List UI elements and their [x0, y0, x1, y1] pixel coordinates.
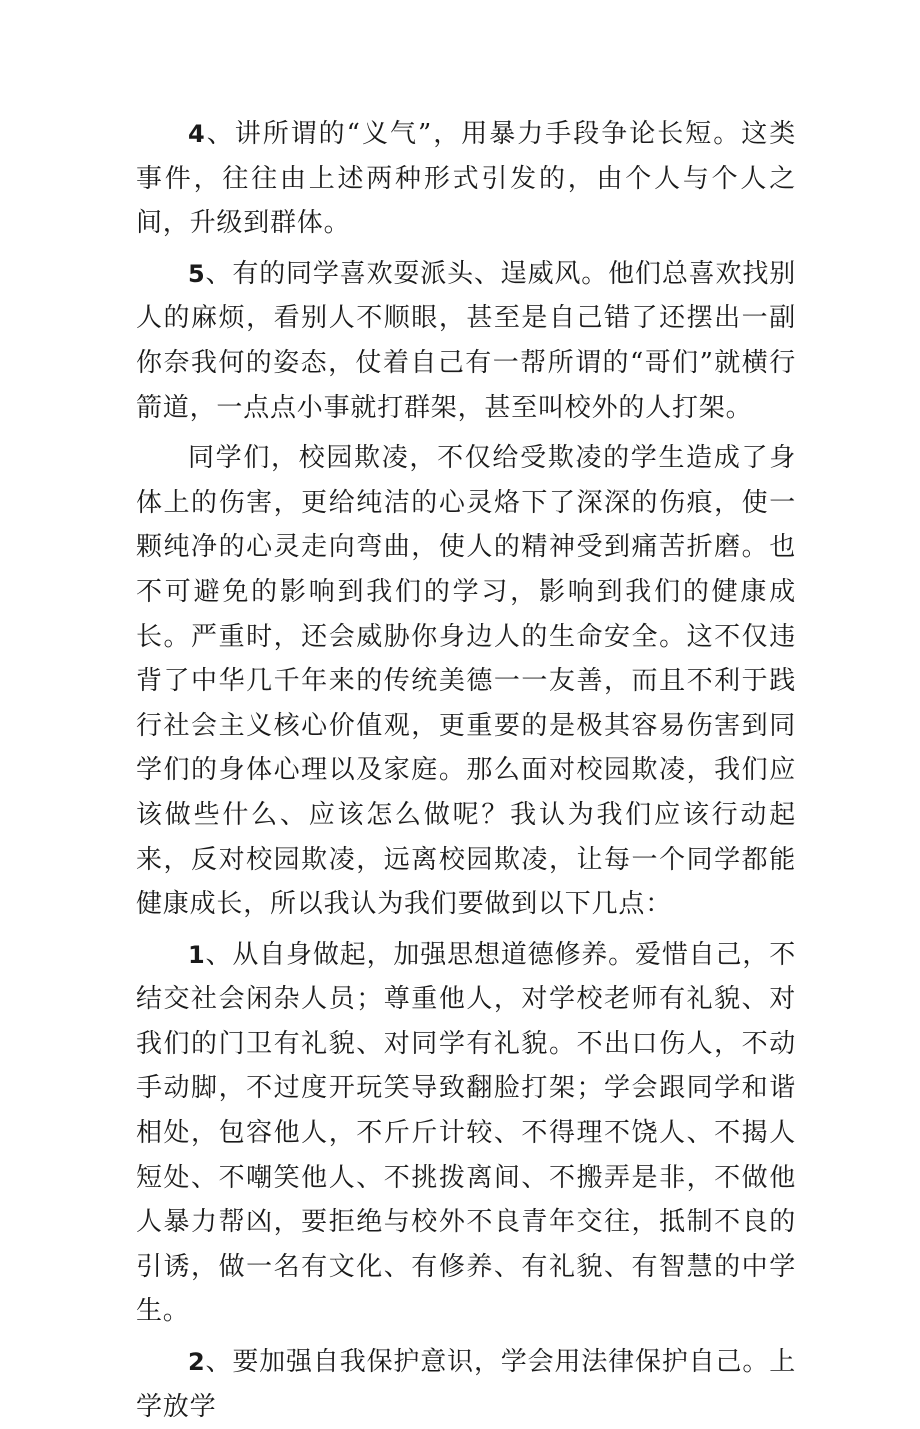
paragraph-text: 、从自身做起，加强思想道德修养。爱惜自己，不结交社会闲杂人员；尊重他人，对学校老师有礼貌、对我们的门卫有礼貌、对同学有礼貌。不出口伤人，不动手动脚，不过度开玩笑导致翻脸打架；学会跟同学和谐相处，包容他人，不斤斤计较、不得理不饶人、不揭人短处、不嘲笑他人、不挑拨离间、不搬弄是非，不做他人暴力帮凶，要拒绝与校外不良青年交往，抵制不良的引诱，做一名有文化、有修养、有礼貌、有智慧的中学生。 — [136, 939, 796, 1327]
paragraph-item-1 — [136, 933, 796, 1334]
paragraph-text: 同学们，校园欺凌，不仅给受欺凌的学生造成了身体上的伤害，更给纯洁的心灵烙下了深深的伤痕，使一颗纯净的心灵走向弯曲，使人的精神受到痛苦折磨。也不可避免的影响到我们的学习，影响到我们的健康成长。严重时，还会威胁你身边人的生命安全。这不仅违背了中华几千年来的传统美德一一友善，而且不利于践行社会主义核心价值观，更重要的是极其容易伤害到同学们的身体心理以及家庭。那么面对校园欺凌，我们应该做些什么、应该怎么做呢？我认为我们应该行动起来，反对校园欺凌，远离校园欺凌，让每一个同学都能健康成长，所以我认为我们要做到以下几点： — [136, 443, 796, 920]
paragraph-item-5 — [136, 252, 796, 430]
item-number: 4 — [188, 120, 206, 148]
document-body — [136, 112, 796, 1429]
paragraph-text: 、要加强自我保护意识，学会用法律保护自己。上学放学 — [136, 1347, 796, 1422]
item-number: 2 — [188, 1348, 206, 1377]
item-number: 1 — [188, 940, 206, 969]
paragraph-item-4 — [136, 112, 796, 246]
paragraph-body — [136, 436, 796, 927]
item-number: 5 — [188, 259, 206, 288]
paragraph-text: 、有的同学喜欢耍派头、逞威风。他们总喜欢找别人的麻烦，看别人不顺眼，甚至是自己错了还摆出一副你奈我何的姿态，仗着自己有一帮所谓的“哥们”就横行箭道，一点点小事就打群架，甚至叫校外的人打架。 — [136, 258, 796, 423]
paragraph-item-2 — [136, 1340, 796, 1429]
paragraph-text: 、讲所谓的“义气”，用暴力手段争论长短。这类事件，往往由上述两种形式引发的，由个人与个人之间，升级到群体。 — [136, 119, 796, 239]
